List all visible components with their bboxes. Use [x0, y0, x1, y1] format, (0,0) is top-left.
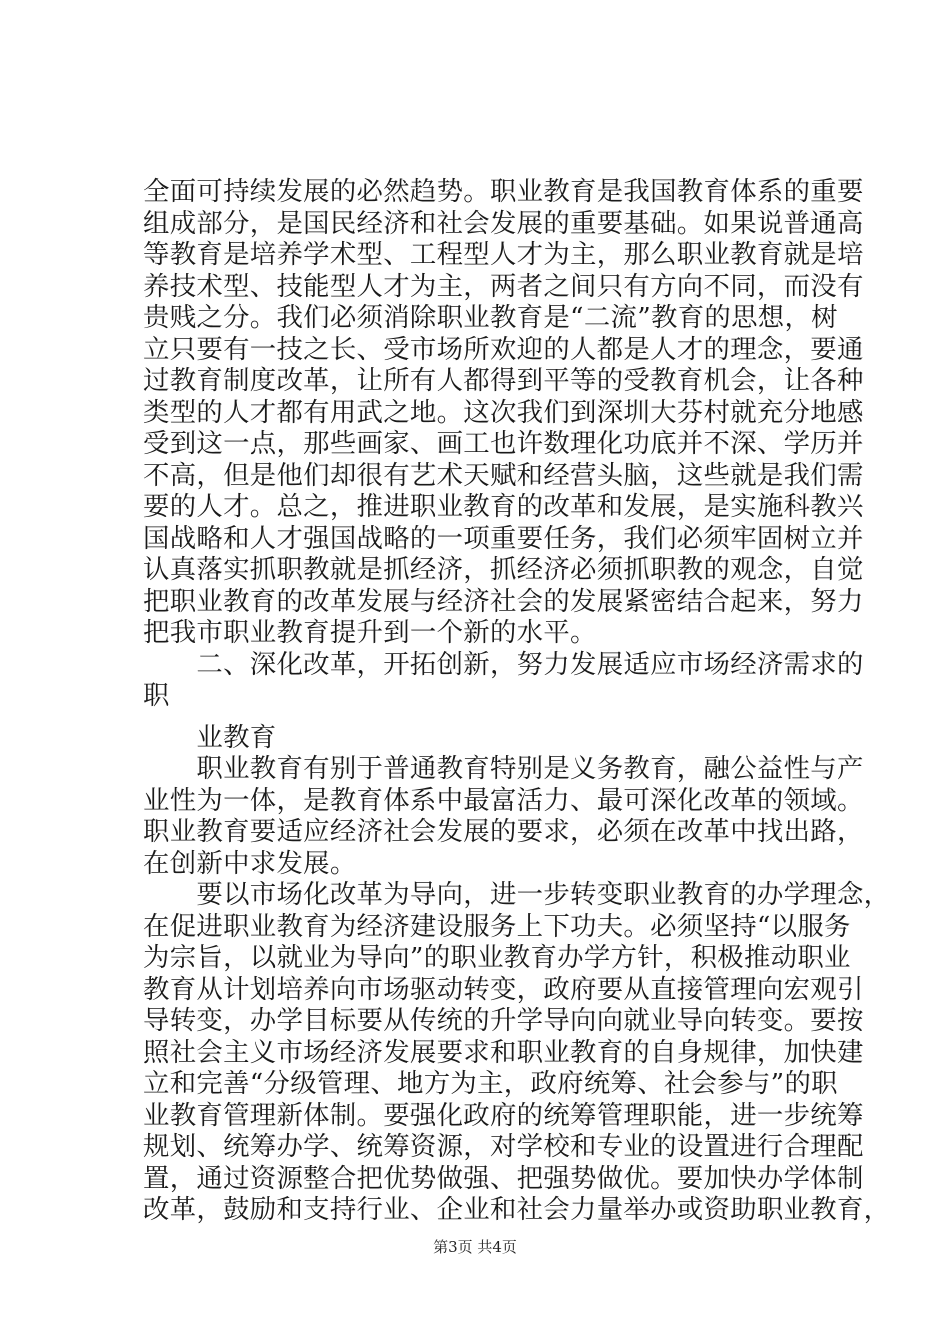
text-line: 在创新中求发展。	[143, 847, 357, 879]
spacer	[143, 712, 823, 722]
text-line: 立只要有一技之长、受市场所欢迎的人都是人才的理念，要通	[143, 333, 864, 365]
text-line: 贵贱之分。我们必须消除职业教育是“二流”教育的思想，树	[143, 302, 838, 333]
text-line: 在促进职业教育为经济建设服务上下功夫。必须坚持“以服务	[143, 910, 851, 942]
text-line: 国战略和人才强国战略的一项重要任务，我们必须牢固树立并	[143, 522, 864, 554]
text-line: 要的人才。总之，推进职业教育的改革和发展，是实施科教兴	[143, 491, 864, 522]
text-line: 受到这一点，那些画家、画工也许数理化功底并不深、学历并	[143, 428, 864, 459]
text-line: 规划、统筹办学、统筹资源，对学校和专业的设置进行合理配	[143, 1131, 864, 1162]
section-heading-line: 业教育	[143, 721, 277, 753]
text-line: 把职业教育的改革发展与经济社会的发展紧密结合起来，努力	[143, 585, 864, 617]
text-line: 全面可持续发展的必然趋势。职业教育是我国教育体系的重要	[143, 176, 864, 207]
page-number-label: 第3页 共4页	[433, 1238, 517, 1256]
text-line: 类型的人才都有用武之地。这次我们到深圳大芬村就充分地感	[143, 396, 864, 428]
body-text	[143, 176, 891, 1226]
text-line: 业性为一体，是教育体系中最富活力、最可深化改革的领域。	[143, 784, 864, 816]
text-line: 组成部分，是国民经济和社会发展的重要基础。如果说普通高	[143, 207, 864, 239]
text-line: 导转变，办学目标要从传统的升学导向向就业导向转变。要按	[143, 1005, 864, 1036]
text-line: 职业教育要适应经济社会发展的要求，必须在改革中找出路，	[143, 816, 864, 847]
text-line: 过教育制度改革，让所有人都得到平等的受教育机会，让各种	[143, 365, 864, 396]
text-line: 等教育是培养学术型、工程型人才为主，那么职业教育就是培	[143, 239, 864, 270]
text-line: 为宗旨，以就业为导向”的职业教育办学方针，积极推动职业	[143, 942, 851, 973]
text-line: 认真落实抓职教就是抓经济，抓经济必须抓职教的观念，自觉	[143, 554, 864, 585]
section-heading-line: 二、深化改革，开拓创新，努力发展适应市场经济需求的	[143, 648, 864, 680]
section-heading-line: 职	[143, 680, 170, 711]
text-line: 职业教育有别于普通教育特别是义务教育，融公益性与产	[143, 753, 864, 784]
page-footer	[0, 1237, 950, 1257]
text-line: 立和完善“分级管理、地方为主，政府统筹、社会参与”的职	[143, 1068, 838, 1099]
text-line: 要以市场化改革为导向，进一步转变职业教育的办学理念，	[143, 879, 891, 910]
text-line: 改革，鼓励和支持行业、企业和社会力量举办或资助职业教育，	[143, 1194, 891, 1225]
text-line: 业教育管理新体制。要强化政府的统筹管理职能，进一步统筹	[143, 1099, 864, 1131]
text-line: 把我市职业教育提升到一个新的水平。	[143, 617, 597, 648]
text-line: 不高，但是他们却很有艺术天赋和经营头脑，这些就是我们需	[143, 459, 864, 491]
text-line: 置，通过资源整合把优势做强、把强势做优。要加快办学体制	[143, 1162, 864, 1194]
text-line: 养技术型、技能型人才为主，两者之间只有方向不同，而没有	[143, 270, 864, 302]
text-line: 照社会主义市场经济发展要求和职业教育的自身规律，加快建	[143, 1036, 864, 1068]
text-line: 教育从计划培养向市场驱动转变，政府要从直接管理向宏观引	[143, 973, 864, 1005]
